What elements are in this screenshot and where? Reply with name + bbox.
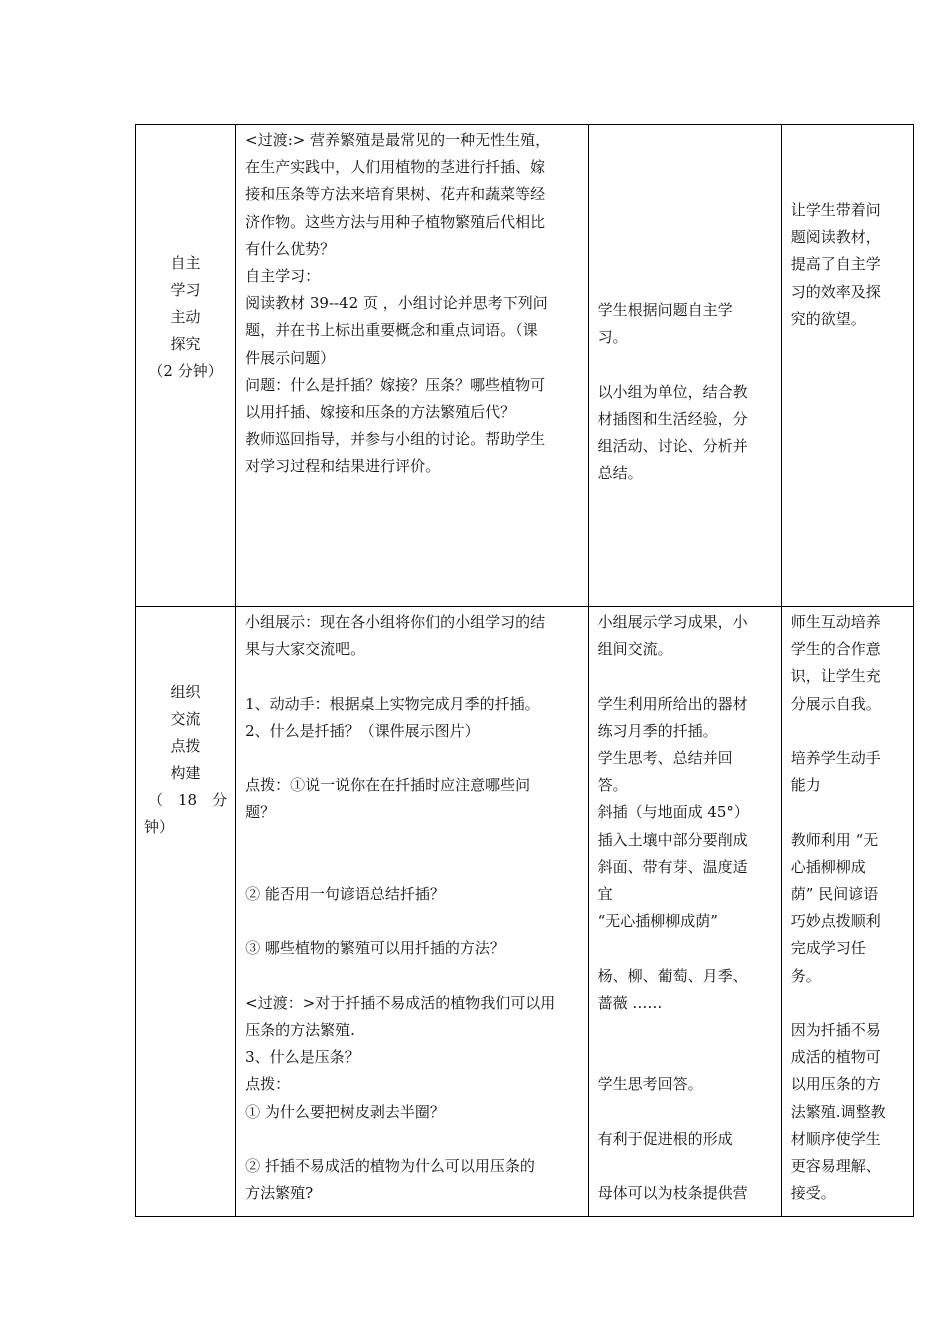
student-text: 组间交流。 xyxy=(597,640,673,659)
stage-label: 构建 xyxy=(170,764,201,782)
teacher-text: 在生产实践中，人们用植物的茎进行扦插、嫁 xyxy=(245,158,546,177)
teacher-activity-cell xyxy=(236,125,588,607)
student-text: 总结。 xyxy=(597,464,643,483)
intent-text: 成活的植物可 xyxy=(790,1048,881,1067)
intent-text: 因为扦插不易 xyxy=(790,1021,881,1039)
stage-label: 学习 xyxy=(170,281,201,299)
teacher-text: <过渡：>对于扦插不易成活的植物我们可以用 xyxy=(245,993,556,1012)
student-text: 学生利用所给出的器材 xyxy=(597,694,748,713)
teacher-text: 点拨：①说一说你在在扦插时应注意哪些问 xyxy=(245,776,531,795)
stage-label: 自主 xyxy=(170,254,201,272)
stage-cell xyxy=(136,607,236,1217)
student-text: 插入土壤中部分要削成 xyxy=(597,830,748,849)
teacher-text: 有什么优势？ xyxy=(245,239,336,258)
intent-text: 题阅读教材， xyxy=(790,228,881,247)
student-text: 小组展示学习成果，小 xyxy=(597,613,748,631)
stage-cell xyxy=(136,125,236,607)
teacher-text: 件展示问题） xyxy=(245,348,336,367)
intent-text: 务。 xyxy=(790,966,821,985)
intent-text: 巧妙点拨顺利 xyxy=(790,912,881,931)
stage-duration: 钟） xyxy=(144,818,175,836)
student-text: 有利于促进根的形成 xyxy=(597,1129,733,1148)
teacher-text: 自主学习： xyxy=(245,267,321,286)
teacher-text: 题？ xyxy=(245,803,276,822)
student-activity-cell xyxy=(588,607,781,1217)
teacher-text: 接和压条等方法来培育果树、花卉和蔬菜等经 xyxy=(245,185,546,204)
lesson-plan-table xyxy=(135,124,914,1217)
intent-text: 完成学习任 xyxy=(790,939,866,958)
intent-text: 习的效率及探 xyxy=(790,282,881,301)
student-text: 杨、柳、葡萄、月季、 xyxy=(597,966,748,985)
intent-text: 培养学生动手 xyxy=(790,749,881,767)
stage-label: 主动 xyxy=(170,308,201,326)
teacher-text: ① 为什么要把树皮剥去半圈？ xyxy=(245,1102,445,1121)
teacher-text: 果与大家交流吧。 xyxy=(245,640,366,659)
teacher-text: ② 扦插不易成活的植物为什么可以用压条的 xyxy=(245,1156,535,1175)
table-row xyxy=(136,125,914,607)
intent-text: 以用压条的方 xyxy=(790,1075,881,1094)
student-text: 组活动、讨论、分析并 xyxy=(597,437,748,455)
stage-label: 点拨 xyxy=(170,737,201,755)
teacher-text: 压条的方法繁殖. xyxy=(245,1020,355,1039)
stage-duration: （ 18 分 xyxy=(148,791,228,809)
stage-label: 探究 xyxy=(170,335,201,353)
intent-text: 究的欲望。 xyxy=(790,309,866,328)
student-text: 母体可以为枝条提供营 xyxy=(597,1184,748,1203)
intent-text: 教师利用 “无 xyxy=(790,830,879,849)
teacher-text: ③ 哪些植物的繁殖可以用扦插的方法？ xyxy=(245,939,505,958)
teacher-text: 以用扦插、嫁接和压条的方法繁殖后代？ xyxy=(245,403,516,422)
intent-text: 荫” 民间谚语 xyxy=(790,885,879,903)
intent-text: 心插柳柳成 xyxy=(790,857,866,876)
teacher-activity-cell xyxy=(236,607,588,1217)
student-text: 斜面、带有芽、温度适 xyxy=(597,857,748,876)
student-text: 学生思考、总结并回 xyxy=(597,749,733,767)
teacher-text: 小组展示：现在各小组将你们的小组学习的结 xyxy=(245,613,546,631)
intent-text: 法繁殖.调整教 xyxy=(790,1102,886,1121)
teacher-text: 方法繁殖? xyxy=(245,1184,314,1203)
stage-label: 交流 xyxy=(170,710,201,728)
intent-text: 师生互动培养 xyxy=(790,613,881,631)
design-intent-cell xyxy=(781,607,913,1217)
teacher-text: 点拨： xyxy=(245,1075,291,1094)
intent-text: 让学生带着问 xyxy=(790,201,881,219)
teacher-text: ② 能否用一句谚语总结扦插？ xyxy=(245,884,445,903)
intent-text: 识，让学生充 xyxy=(790,667,881,686)
student-text: 宜 xyxy=(597,885,613,904)
student-text: 材插图和生活经验，分 xyxy=(597,409,748,428)
intent-text: 能力 xyxy=(790,776,821,795)
design-intent-cell xyxy=(781,125,913,607)
student-text: 答。 xyxy=(597,776,628,795)
intent-text: 提高了自主学 xyxy=(790,255,881,274)
student-text: 学生思考回答。 xyxy=(597,1075,703,1094)
student-text: “无心插柳柳成荫” xyxy=(597,912,718,931)
table-row xyxy=(136,607,914,1217)
teacher-text: 问题：什么是扦插？嫁接？压条？哪些植物可 xyxy=(245,375,546,394)
intent-text: 更容易理解、 xyxy=(790,1157,881,1176)
teacher-text: 对学习过程和结果进行评价。 xyxy=(245,457,441,476)
teacher-text: 济作物。这些方法与用种子植物繁殖后代相比 xyxy=(245,212,546,231)
intent-text: 分展示自我。 xyxy=(790,694,881,713)
intent-text: 接受。 xyxy=(790,1184,836,1203)
intent-text: 学生的合作意 xyxy=(790,640,881,659)
teacher-text: 题，并在书上标出重要概念和重点词语。（课 xyxy=(245,321,538,340)
student-text: 练习月季的扦插。 xyxy=(597,721,718,740)
student-text: 蔷薇 …… xyxy=(597,993,663,1012)
teacher-text: 2、什么是扦插？（课件展示图片） xyxy=(245,721,480,740)
student-text: 以小组为单位，结合教 xyxy=(597,382,748,401)
teacher-text: 教师巡回指导，并参与小组的讨论。帮助学生 xyxy=(245,430,546,449)
teacher-text: 阅读教材 39--42 页 ，小组讨论并思考下列问 xyxy=(245,294,548,313)
student-text: 学生根据问题自主学 xyxy=(597,301,733,319)
intent-text: 材顺序使学生 xyxy=(790,1129,881,1148)
student-text: 习。 xyxy=(597,328,628,347)
student-text: 斜插（与地面成 45°） xyxy=(597,803,749,822)
teacher-text: <过渡:> 营养繁殖是最常见的一种无性生殖， xyxy=(245,131,551,149)
teacher-text: 3、什么是压条？ xyxy=(245,1048,360,1067)
stage-duration: （2 分钟） xyxy=(148,362,223,380)
student-activity-cell xyxy=(588,125,781,607)
stage-label: 组织 xyxy=(170,683,201,701)
teacher-text: 1、动动手：根据桌上实物完成月季的扦插。 xyxy=(245,694,540,713)
